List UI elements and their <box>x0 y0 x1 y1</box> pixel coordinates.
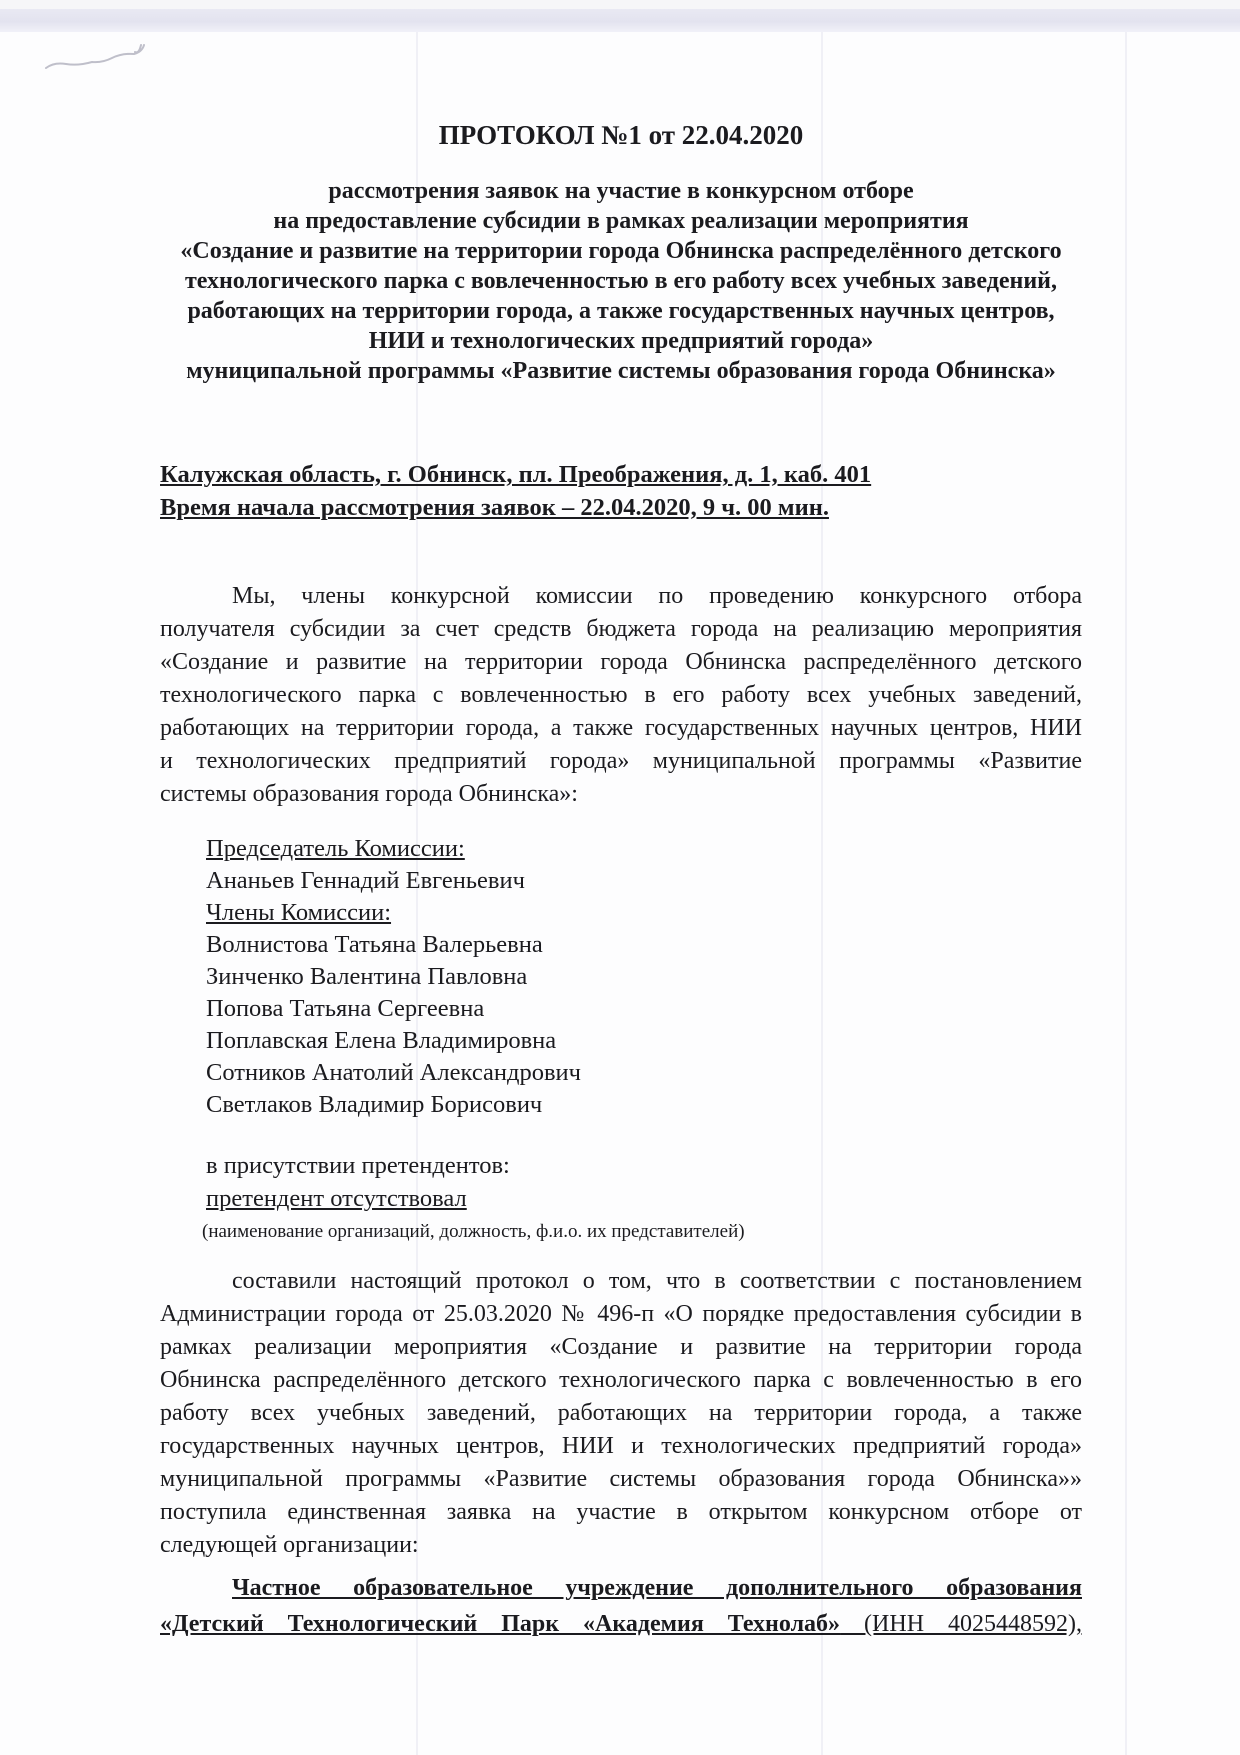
applicant-line-2 <box>160 1606 1082 1642</box>
venue-location: Калужская область, г. Обнинск, пл. Преображения, д. 1, каб. 401 <box>160 461 872 488</box>
chairman-name: Ананьев Геннадий Евгеньевич <box>206 867 525 894</box>
intro-paragraph <box>160 580 1082 811</box>
subtitle-line: НИИ и технологических предприятий города» <box>368 328 874 354</box>
subtitle-line: «Создание и развитие на территории города Обнинска распределённого детского <box>180 238 1062 264</box>
venue-start-time: Время начала рассмотрения заявок – 22.04.2020, 9 ч. 00 мин. <box>160 494 829 521</box>
chairman-label: Председатель Комиссии: <box>206 835 465 862</box>
intro-line: Мы, члены конкурсной комиссии по проведению конкурсного отбора <box>232 583 1082 609</box>
resolution-line: Обнинска распределённого детского технологического парка с вовлеченностью в его <box>160 1367 1082 1393</box>
presence-line: в присутствии претендентов: <box>206 1152 510 1179</box>
resolution-line: Администрации города от 25.03.2020 № 496-п «О порядке предоставления субсидии в <box>160 1301 1082 1327</box>
resolution-line: составили настоящий протокол о том, что в соответствии с постановлением <box>232 1268 1082 1294</box>
venue-block <box>160 458 1082 524</box>
presence-block <box>206 1149 1082 1215</box>
subtitle-line: работающих на территории города, а также государственных научных центров, <box>187 298 1055 324</box>
page-title: ПРОТОКОЛ №1 от 22.04.2020 <box>438 120 804 150</box>
fold-line <box>1125 32 1127 1755</box>
subtitle-line: технологического парка с вовлеченностью в его работу всех учебных заведений, <box>184 268 1058 294</box>
member-name: Зинченко Валентина Павловна <box>206 963 528 990</box>
applicant-name: «Детский Технологический Парк «Академия Технолаб» <box>160 1611 841 1637</box>
subtitle-line: рассмотрения заявок на участие в конкурсном отборе <box>328 178 914 204</box>
resolution-line: работу всех учебных заведений, работающих на территории города, а также <box>160 1400 1082 1426</box>
member-name: Поплавская Елена Владимировна <box>206 1027 557 1054</box>
resolution-line: поступила единственная заявка на участие в открытом конкурсном отборе от <box>160 1499 1082 1525</box>
commission-list <box>206 833 1082 1121</box>
applicant-line-1: Частное образовательное учреждение дополнительного образования <box>232 1575 1082 1601</box>
intro-line: технологического парка с вовлеченностью в его работу всех учебных заведений, <box>160 682 1082 708</box>
resolution-line: рамках реализации мероприятия «Создание и развитие на территории города <box>160 1334 1082 1360</box>
intro-line: получателя субсидии за счет средств бюджета города на реализацию мероприятия <box>160 616 1082 642</box>
resolution-line: государственных научных центров, НИИ и технологических предприятий города» <box>160 1433 1082 1459</box>
presence-caption: (наименование организаций, должность, ф.и.о. их представителей) <box>202 1221 745 1242</box>
resolution-line: следующей организации: <box>160 1532 419 1558</box>
resolution-paragraph <box>160 1265 1082 1562</box>
subtitle-line: на предоставление субсидии в рамках реализации мероприятия <box>273 208 969 234</box>
member-name: Светлаков Владимир Борисович <box>206 1091 543 1118</box>
intro-line: системы образования города Обнинска»: <box>160 781 578 807</box>
doc-subtitle <box>160 176 1082 386</box>
intro-line: работающих на территории города, а также государственных научных центров, НИИ <box>160 715 1082 741</box>
applicant-block <box>160 1570 1082 1642</box>
member-name: Волнистова Татьяна Валерьевна <box>206 931 543 958</box>
document-body <box>160 0 1082 1642</box>
presence-status: претендент отсутствовал <box>206 1185 467 1212</box>
intro-line: и технологических предприятий города» муниципальной программы «Развитие <box>160 748 1082 774</box>
member-name: Попова Татьяна Сергеевна <box>206 995 485 1022</box>
member-name: Сотников Анатолий Александрович <box>206 1059 581 1086</box>
resolution-line: муниципальной программы «Развитие системы образования города Обнинска»» <box>160 1466 1082 1492</box>
members-label: Члены Комиссии: <box>206 899 392 926</box>
intro-line: «Создание и развитие на территории города Обнинска распределённого детского <box>160 649 1082 675</box>
subtitle-line: муниципальной программы «Развитие системы образования города Обнинска» <box>186 358 1056 384</box>
applicant-inn: (ИНН 4025448592), <box>840 1611 1082 1637</box>
